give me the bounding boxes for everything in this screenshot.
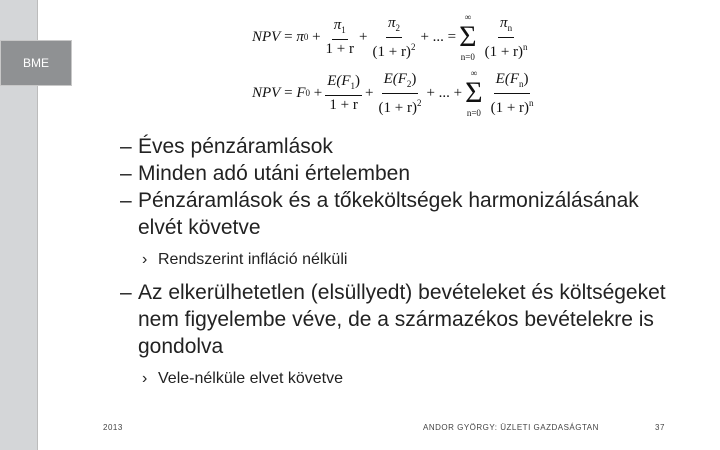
formula-sum: ∞ Σ n=0 [465, 68, 483, 118]
footer-title: ANDOR GYÖRGY: ÜZLETI GAZDASÁGTAN [423, 423, 599, 432]
formula-term0-sub: 0 [303, 32, 309, 42]
bullet-item: – Minden adó utáni értelemben [120, 162, 411, 185]
formula-term0: π [296, 28, 304, 45]
brand-label: BME [22, 56, 49, 70]
formula-sum: ∞ Σ n=0 [459, 12, 477, 62]
formula-lhs: NPV [252, 84, 281, 101]
formula-fraction-2: $\frac{\pi_2}{(1 + r)^2}$ [372, 14, 416, 60]
formula-lhs: NPV [252, 28, 281, 45]
bullet-list [120, 133, 680, 398]
footer-year: 2013 [103, 423, 123, 432]
bullet-item: – Éves pénzáramlások [120, 135, 333, 158]
sub-bullet-item: › Vele-nélküle elvet követve [120, 368, 680, 390]
bullet-item: – Az elkerülhetetlen (elsüllyedt) bevételeket és költségeket nem figyelembe véve, de a származékos bevételekre is gondolva [120, 281, 666, 358]
brand-box [0, 40, 72, 86]
bullet-item: – Pénzáramlások és a tőkeköltségek harmonizálásának elvét követve [120, 189, 639, 239]
chevron-right-icon: › [142, 251, 148, 268]
formula-fraction-n: $\frac{\pi_n}{(1 + r)^n}$ [484, 14, 528, 60]
chevron-right-icon: › [142, 370, 148, 387]
formula-ellipsis: + ... = [420, 28, 457, 45]
formula-fraction-1: $\frac{E(F_1)}{1 + r}$ [327, 73, 361, 113]
formula-fraction-n: $\frac{E(F_n)}{(1 + r)^n}$ [490, 70, 534, 116]
npv-formula-expected-cashflow: NPV = F 0 + $\frac{E(F_1)}{1 + r}$ + $\frac{E(F_2)}{(1 + r)^2}$ + ... + ∞ Σ n=0 $\frac{E(F_n)}{(1 + r)^n}$ [252, 68, 534, 118]
formula-fraction-1: $\frac{\pi_1}{1 + r}$ [325, 17, 355, 57]
npv-formula-expected-profit: NPV = π 0 + $\frac{\pi_1}{1 + r}$ + $\frac{\pi_2}{(1 + r)^2}$ + ... = ∞ Σ n=0 $\frac{\pi_n}{(1 + r)^n}$ [252, 12, 528, 62]
formula-equals: = [280, 28, 297, 45]
formula-fraction-2: $\frac{E(F_2)}{(1 + r)^2}$ [378, 70, 422, 116]
page-number: 37 [655, 423, 665, 432]
sub-bullet-item: › Rendszerint infláció nélküli [120, 249, 680, 271]
